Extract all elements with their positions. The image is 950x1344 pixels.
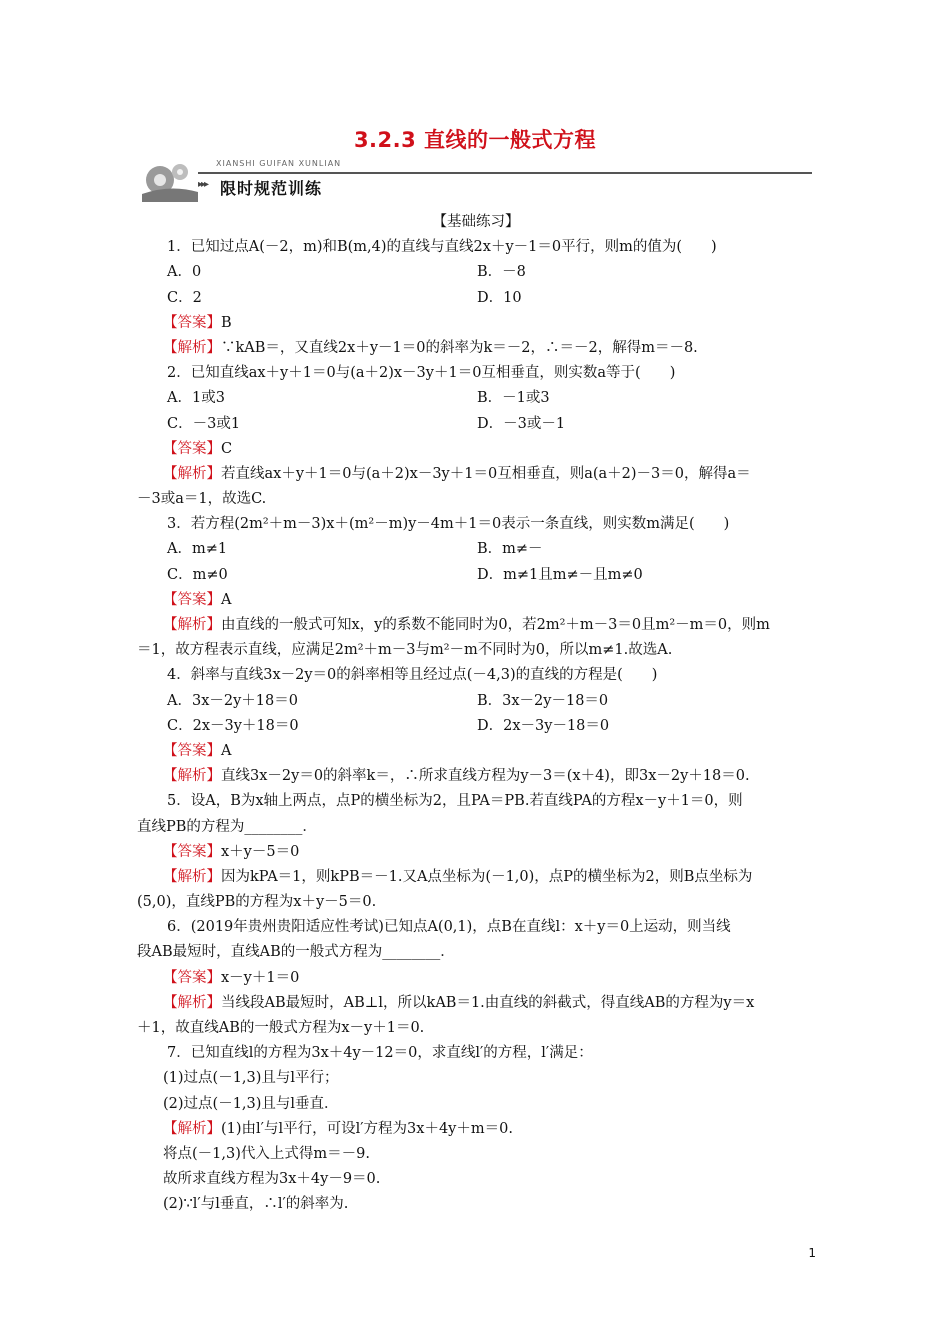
analysis-6-continued: ＋1，故直线AB的一般式方程为x－y＋1＝0.	[137, 1020, 425, 1036]
answer-6: 【答案】x－y＋1＝0	[163, 969, 300, 986]
options-row	[137, 412, 815, 437]
options-row	[137, 286, 815, 311]
option-d: D．m≠1且m≠－且m≠0	[477, 566, 643, 583]
option-b: B．－1或3	[477, 390, 550, 407]
option-a: A．3x－2y＋18＝0	[167, 692, 298, 709]
banner-pinyin: XIANSHI GUIFAN XUNLIAN	[216, 159, 342, 168]
option-c: C．2x－3y＋18＝0	[167, 717, 299, 734]
option-d: D．10	[477, 289, 522, 306]
analysis-tag: 【解析】	[163, 1120, 221, 1137]
analysis-3-continued: ＝1，故方程表示直线，应满足2m²＋m－3与m²－m不同时为0，所以m≠1.故选A.	[137, 642, 673, 659]
options-row	[137, 563, 815, 588]
question-4: 4．斜率与直线3x－2y＝0的斜率相等且经过点(－4,3)的直线的方程是( )	[167, 667, 658, 684]
option-a: A．1或3	[167, 390, 225, 407]
analysis-tag: 【解析】	[163, 768, 221, 785]
analysis-7-line-3: 故所求直线方程为3x＋4y－9＝0.	[163, 1171, 381, 1188]
analysis-7-line-4: (2)∵l′与l垂直，∴l′的斜率为.	[163, 1196, 349, 1213]
option-c: C．m≠0	[167, 566, 228, 583]
answer-tag: 【答案】	[163, 742, 221, 759]
question-7-part-2: (2)过点(－1,3)且与l垂直．	[163, 1095, 339, 1112]
banner-divider	[198, 172, 812, 174]
question-6: 6．(2019年贵州贵阳适应性考试)已知点A(0,1)，点B在直线l：x＋y＝0上运动，则当线	[167, 919, 731, 936]
answer-5: 【答案】x＋y－5＝0	[163, 843, 300, 860]
section-banner	[140, 158, 812, 204]
analysis-tag: 【解析】	[163, 339, 221, 356]
question-1: 1．已知过点A(－2，m)和B(m,4)的直线与直线2x＋y－1＝0平行，则m的值为( )	[167, 239, 717, 256]
analysis-2: 【解析】若直线ax＋y＋1＝0与(a＋2)x－3y＋1＝0互相垂直，则a(a＋2)－3＝0，解得a＝	[163, 465, 751, 482]
analysis-4: 【解析】直线3x－2y＝0的斜率k＝，∴所求直线方程为y－3＝(x＋4)，即3x－2y＋18＝0.	[163, 768, 750, 785]
question-7-part-1: (1)过点(－1,3)且与l平行；	[163, 1070, 339, 1087]
options-row	[137, 714, 815, 739]
option-b: B．3x－2y－18＝0	[477, 692, 609, 709]
analysis-2-continued: －3或a＝1，故选C.	[137, 491, 267, 508]
arrow-icon: ▸▸▸	[198, 179, 208, 190]
analysis-5-continued: (5,0)，直线PB的方程为x＋y－5＝0.	[137, 894, 377, 911]
analysis-7: 【解析】(1)由l′与l平行，可设l′方程为3x＋4y＋m＝0.	[163, 1120, 513, 1137]
question-2: 2．已知直线ax＋y＋1＝0与(a＋2)x－3y＋1＝0互相垂直，则实数a等于( )	[167, 365, 676, 382]
option-b: B．－8	[477, 264, 526, 281]
analysis-1: 【解析】∵kAB＝，又直线2x＋y－1＝0的斜率为k＝－2，∴＝－2，解得m＝－8.	[163, 339, 698, 356]
analysis-tag: 【解析】	[163, 994, 221, 1011]
banner-title: 限时规范训练	[220, 179, 323, 198]
answer-3: 【答案】A	[163, 591, 232, 608]
question-3: 3．若方程(2m²＋m－3)x＋(m²－m)y－4m＋1＝0表示一条直线，则实数m满足( )	[167, 516, 730, 533]
answer-2: 【答案】C	[163, 440, 233, 457]
answer-tag: 【答案】	[163, 843, 221, 860]
analysis-tag: 【解析】	[163, 868, 221, 885]
answer-tag: 【答案】	[163, 591, 221, 608]
analysis-7-line-2: 将点(－1,3)代入上式得m＝－9.	[163, 1145, 370, 1162]
analysis-tag: 【解析】	[163, 617, 221, 633]
analysis-3: 【解析】由直线的一般式可知x，y的系数不能同时为0，若2m²＋m－3＝0且m²－m＝0，则m	[163, 617, 770, 633]
options-row	[137, 689, 815, 714]
option-d: D．2x－3y－18＝0	[477, 717, 610, 734]
options-row	[137, 260, 815, 285]
exercise-content	[137, 210, 815, 1218]
answer-4: 【答案】A	[163, 742, 232, 759]
answer-1: 【答案】B	[163, 314, 232, 331]
page-number: 1	[808, 1246, 816, 1260]
option-c: C．2	[167, 289, 202, 306]
question-5-continued: 直线PB的方程为________．	[137, 818, 317, 835]
analysis-5: 【解析】因为kPA＝1，则kPB＝－1.又A点坐标为(－1,0)，点P的横坐标为2，则B点坐标为	[163, 868, 753, 885]
option-a: A．0	[167, 264, 202, 281]
question-6-continued: 段AB最短时，直线AB的一般式方程为________．	[137, 944, 455, 961]
options-row	[137, 537, 815, 562]
option-b: B．m≠－	[477, 541, 543, 558]
question-5: 5．设A，B为x轴上两点，点P的横坐标为2，且PA＝PB.若直线PA的方程x－y＋1＝0，则	[167, 793, 743, 810]
option-d: D．－3或－1	[477, 415, 566, 432]
answer-tag: 【答案】	[163, 314, 221, 331]
option-c: C．－3或1	[167, 415, 241, 432]
section-heading: 【基础练习】	[432, 214, 520, 230]
page-title: 3.2.3 直线的一般式方程	[353, 128, 597, 152]
answer-tag: 【答案】	[163, 969, 221, 986]
analysis-tag: 【解析】	[163, 465, 221, 482]
gear-logo-icon	[140, 158, 200, 202]
answer-tag: 【答案】	[163, 440, 221, 457]
option-a: A．m≠1	[167, 541, 228, 558]
question-7: 7．已知直线l的方程为3x＋4y－12＝0，求直线l′的方程，l′满足：	[167, 1045, 593, 1062]
analysis-6: 【解析】当线段AB最短时，AB⊥l，所以kAB＝1.由直线的斜截式，得直线AB的方程为y＝x	[163, 994, 755, 1011]
options-row	[137, 386, 815, 411]
